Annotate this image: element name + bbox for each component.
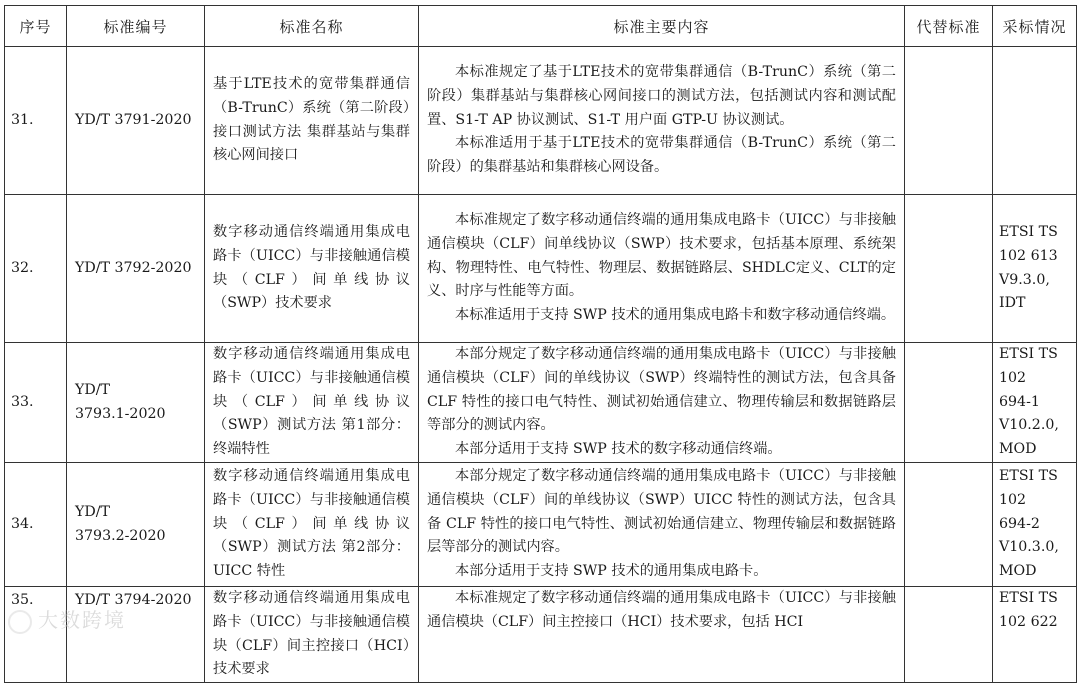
cell-no <box>5 195 67 343</box>
header-adopt: 采标情况 <box>993 6 1077 47</box>
adoption-info: ETSI TS <box>999 468 1058 484</box>
cell-no <box>5 463 67 587</box>
standard-name: 数字移动通信终端通用集成电路卡（UICC）与非接触通信模块（CLF）间主控接口（HCI）技术要求 <box>213 590 410 678</box>
cell-replace <box>905 195 993 343</box>
watermark-text: 大数跨境 <box>38 608 126 632</box>
adoption-info: 694-1 <box>999 393 1040 410</box>
standard-name: 数字移动通信终端通用集成电路卡（UICC）与非接触通信模块（CLF）间单线协议（SWP）技术要求 <box>213 223 410 312</box>
content-paragraph: 本标准适用于基于LTE技术的宽带集群通信（B-TrunC）系统（第二阶段）的集群基站和集群核心网设备。 <box>427 135 896 176</box>
cell-name <box>205 343 419 463</box>
cell-replace <box>905 343 993 463</box>
adoption-info: 102 <box>999 369 1027 386</box>
table-row <box>5 343 1077 463</box>
table-row <box>5 587 1077 683</box>
cell-replace <box>905 463 993 587</box>
standard-code: 3793.2-2020 <box>75 527 166 544</box>
standard-code: YD/T <box>75 381 110 398</box>
header-content: 标准主要内容 <box>419 6 905 47</box>
table-row <box>5 47 1077 195</box>
header-name: 标准名称 <box>205 6 419 47</box>
standard-name: 数字移动通信终端通用集成电路卡（UICC）与非接触通信模块（CLF）间单线协议（SWP）测试方法 第2部分：UICC 特性 <box>213 468 410 580</box>
cell-no <box>5 343 67 463</box>
standard-code: YD/T <box>75 503 110 520</box>
cell-content <box>419 587 905 683</box>
standards-table <box>4 5 1077 683</box>
cell-no <box>5 47 67 195</box>
standard-code: YD/T 3794-2020 <box>75 592 192 608</box>
row-number: 34. <box>11 515 34 532</box>
cell-name <box>205 587 419 683</box>
content-paragraph: 本部分适用于支持 SWP 技术的数字移动通信终端。 <box>455 441 782 458</box>
content-paragraph: 本标准规定了数字移动通信终端的通用集成电路卡（UICC）与非接触通信模块（CLF）间主控接口（HCI）技术要求，包括 HCI <box>427 590 896 630</box>
adoption-info: V9.3.0, <box>999 271 1050 288</box>
adoption-info: ETSI TS <box>999 346 1058 362</box>
table-row <box>5 463 1077 587</box>
cell-replace <box>905 47 993 195</box>
watermark-logo-icon <box>8 610 32 634</box>
header-replace: 代替标准 <box>905 6 993 47</box>
cell-adopt <box>993 343 1077 463</box>
standards-table-container <box>4 5 1076 678</box>
adoption-info: MOD <box>999 441 1037 458</box>
standard-code: YD/T 3791-2020 <box>75 111 192 128</box>
cell-name <box>205 463 419 587</box>
adoption-info: V10.3.0, <box>999 539 1059 556</box>
table-row <box>5 195 1077 343</box>
content-paragraph: 本部分规定了数字移动通信终端的通用集成电路卡（UICC）与非接触通信模块（CLF）间的单线协议（SWP）UICC 特性的测试方法，包含具备 CLF 特性的接口电气特性、测试初始通信建立、物理传输层和数据链路层等部分的测试内容。 <box>427 468 896 556</box>
content-paragraph: 本部分规定了数字移动通信终端的通用集成电路卡（UICC）与非接触通信模块（CLF）间的单线协议（SWP）终端特性的测试方法，包含具备 CLF 特性的接口电气特性、测试初始通信建立、物理传输层和数据链路层等部分的测试内容。 <box>427 346 896 434</box>
cell-adopt <box>993 463 1077 587</box>
content-paragraph: 本标准适用于支持 SWP 技术的通用集成电路卡和数字移动通信终端。 <box>455 307 896 324</box>
header-no: 序号 <box>5 6 67 47</box>
cell-replace <box>905 587 993 683</box>
cell-content <box>419 195 905 343</box>
header-code: 标准编号 <box>67 6 205 47</box>
content-paragraph: 本标准规定了数字移动通信终端的通用集成电路卡（UICC）与非接触通信模块（CLF）间单线协议（SWP）技术要求，包括基本原理、系统架构、物理特性、电气特性、物理层、数据链路层、SHDLC定义、CLT的定义、时序与性能等方面。 <box>427 212 896 300</box>
content-paragraph: 本部分适用于支持 SWP 技术的通用集成电路卡。 <box>455 563 768 580</box>
adoption-info: 102 622 <box>999 613 1058 630</box>
adoption-info: ETSI TS <box>999 223 1058 240</box>
cell-name <box>205 47 419 195</box>
adoption-info: MOD <box>999 563 1037 580</box>
table-header-row <box>5 6 1077 47</box>
standard-name: 数字移动通信终端通用集成电路卡（UICC）与非接触通信模块（CLF）间单线协议（SWP）测试方法 第1部分：终端特性 <box>213 346 410 458</box>
cell-code <box>67 463 205 587</box>
cell-adopt <box>993 47 1077 195</box>
row-number: 32. <box>11 259 34 276</box>
cell-code <box>67 343 205 463</box>
cell-code <box>67 47 205 195</box>
adoption-info: V10.2.0, <box>999 417 1059 434</box>
cell-code <box>67 587 205 683</box>
watermark <box>8 604 126 634</box>
standard-name: 基于LTE技术的宽带集群通信（B-TrunC）系统（第二阶段）接口测试方法 集群基站与集群核心网间接口 <box>213 75 410 164</box>
cell-name <box>205 195 419 343</box>
row-number: 31. <box>11 111 34 128</box>
cell-content <box>419 463 905 587</box>
adoption-info: 694-2 <box>999 515 1040 532</box>
cell-code <box>67 195 205 343</box>
adoption-info: IDT <box>999 295 1026 312</box>
row-number: 33. <box>11 393 34 410</box>
adoption-info: ETSI TS <box>999 590 1058 606</box>
adoption-info: 102 613 <box>999 247 1058 264</box>
standard-code: 3793.1-2020 <box>75 405 166 422</box>
cell-adopt <box>993 587 1077 683</box>
cell-adopt <box>993 195 1077 343</box>
standard-code: YD/T 3792-2020 <box>75 259 192 276</box>
content-paragraph: 本标准规定了基于LTE技术的宽带集群通信（B-TrunC）系统（第二阶段）集群基站与集群核心网间接口的测试方法，包括测试内容和测试配置、S1-T AP 协议测试、S1-T 用户面 GTP-U 协议测试。 <box>427 64 896 128</box>
adoption-info: 102 <box>999 491 1027 508</box>
cell-content <box>419 343 905 463</box>
cell-content <box>419 47 905 195</box>
row-number: 35. <box>11 592 34 608</box>
cell-no <box>5 587 67 683</box>
